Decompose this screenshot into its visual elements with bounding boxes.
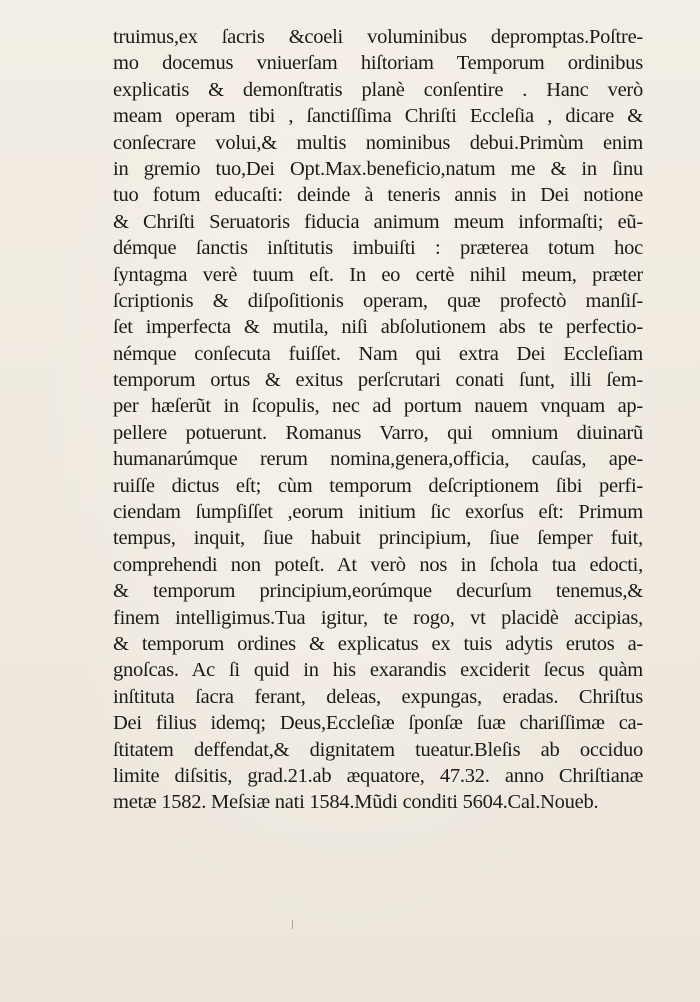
text-line: explicatis & demonſtratis planè conſentire . Hanc verò	[113, 78, 643, 101]
text-line: & temporum ordines & explicatus ex tuis adytis erutos a-	[113, 632, 643, 655]
text-line: tuo fotum educaſti: deinde à teneris annis in Dei notione	[113, 184, 643, 207]
text-line: ſyntagma verè tuum eſt. In eo certè nihil meum, præter	[113, 263, 643, 286]
text-line: ſcriptionis & diſpoſitionis operam, quæ profectò manſiſ-	[113, 289, 643, 312]
text-line: inſtituta ſacra ferant, deleas, expungas, eradas. Chriſtus	[113, 685, 643, 708]
text-line: mo docemus vniuerſam hiſtoriam Temporum ordinibus	[113, 52, 643, 75]
text-line: in gremio tuo,Dei Opt.Max.beneficio,natum me & in ſinu	[113, 157, 643, 180]
text-line: per hæſerũt in ſcopulis, nec ad portum nauem vnquam ap-	[113, 395, 643, 418]
text-line: meam operam tibi , ſanctiſſima Chriſti Eccleſia , dicare &	[113, 105, 643, 128]
text-line: truimus,ex ſacris &coeli voluminibus depromptas.Poſtre-	[113, 26, 643, 48]
text-line: gnoſcas. Ac ſi quid in his exarandis exciderit ſecus quàm	[113, 659, 643, 682]
text-line: humanarúmque rerum nomina,genera,officia, cauſas, ape-	[113, 448, 643, 471]
text-line: ſtitatem deffendat,& dignitatem tueatur.Bleſis ab occiduo	[113, 738, 643, 761]
text-line: démque ſanctis inſtitutis imbuiſti : præterea totum hoc	[113, 237, 643, 260]
text-line: tempus, inquit, ſiue habuit principium, ſiue ſemper fuit,	[113, 527, 643, 550]
text-line: & Chriſti Seruatoris fiducia animum meum informaſti; eũ-	[113, 210, 643, 233]
text-line: comprehendi non poteſt. At verò nos in ſchola tua edocti,	[113, 553, 643, 576]
dedication-text	[113, 24, 643, 816]
text-line: némque conſecuta fuiſſet. Nam qui extra Dei Eccleſiam	[113, 342, 643, 365]
text-line: conſecrare volui,& multis nominibus debui.Primùm enim	[113, 131, 643, 154]
text-line: limite diſsitis, grad.21.ab æquatore, 47.32. anno Chriſtianæ	[113, 764, 643, 787]
text-line: & temporum principium,eorúmque decurſum tenemus,&	[113, 580, 643, 603]
text-line: metæ 1582. Meſsiæ nati 1584.Mũdi conditi 5604.Cal.Noueb.	[113, 791, 599, 814]
text-line: Dei filius idemq; Deus,Eccleſiæ ſponſæ ſuæ chariſſimæ ca-	[113, 712, 643, 735]
text-line: finem intelligimus.Tua igitur, te rogo, vt placidè accipias,	[113, 606, 643, 629]
text-line: pellere potuerunt. Romanus Varro, qui omnium diuinarũ	[113, 421, 643, 444]
text-line: ſet imperfecta & mutila, niſi abſolutionem abs te perfectio-	[113, 316, 643, 339]
printer-mark	[292, 920, 293, 929]
text-line: ruiſſe dictus eſt; cùm temporum deſcriptionem ſibi perfi-	[113, 474, 643, 497]
text-line: temporum ortus & exitus perſcrutari conati ſunt, illi ſem-	[113, 369, 643, 392]
text-line: ciendam ſumpſiſſet ,eorum initium ſic exorſus eſt: Primum	[113, 501, 643, 524]
